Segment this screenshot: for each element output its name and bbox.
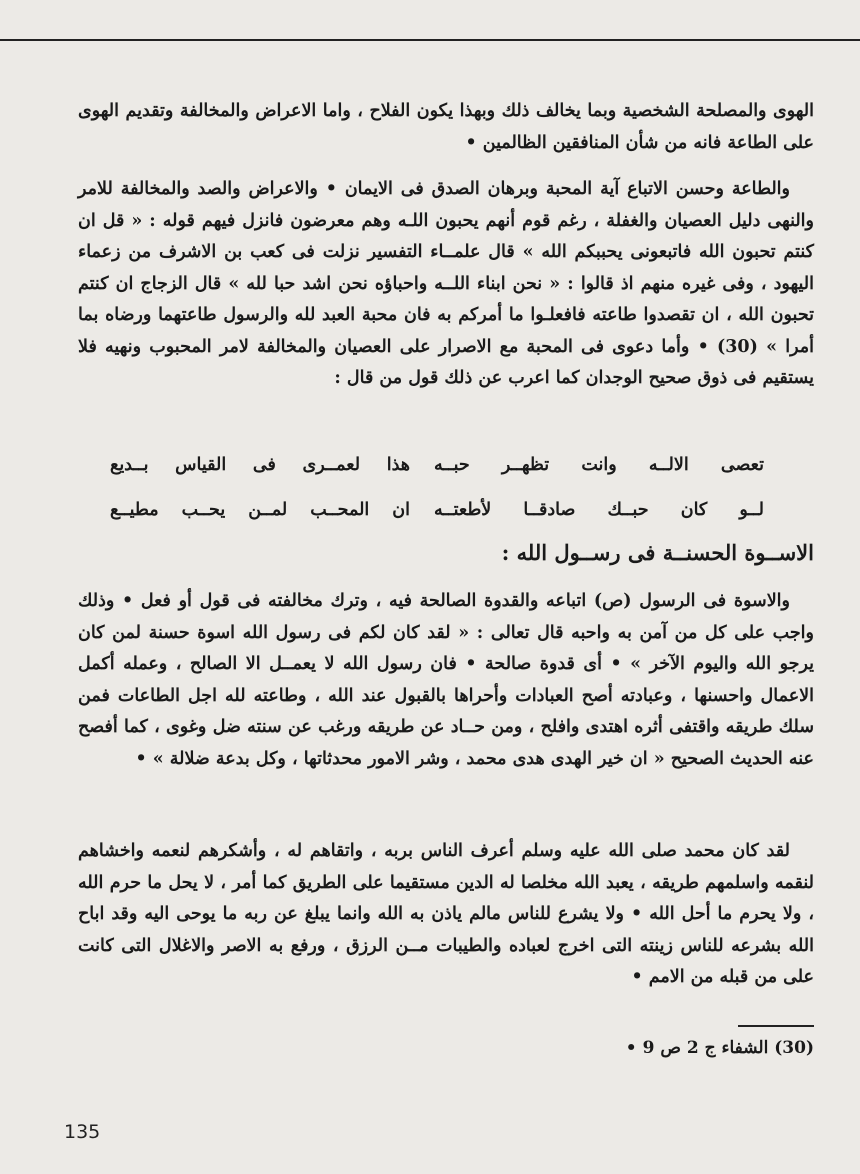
paragraph-1-text: الهوى والمصلحة الشخصية وبما يخالف ذلك وبهذا يكون الفلاح ، واما الاعراض والمخالفة وتقديم الهوى على الطاعة فانه من شأن المنافقين الظالمين •	[78, 101, 814, 153]
verse-line-1	[110, 455, 764, 489]
footnote-rule	[738, 1025, 814, 1027]
paragraph-4	[78, 836, 814, 994]
paragraph-2	[78, 174, 814, 395]
footnote: (30) الشفاء ج 2 ص 9 •	[625, 1038, 814, 1058]
paragraph-3	[78, 586, 814, 775]
verse-line-2	[110, 500, 764, 534]
verse-2-first-hemistich: لــو كان حبــك صادقــا لأطعتــه	[434, 500, 764, 520]
top-rule	[0, 39, 860, 41]
paragraph-2-text: والطاعة وحسن الاتباع آية المحبة وبرهان الصدق فى الايمان • والاعراض والصد والمخالفة للامر والنهى دليل العصيان والغفلة ، رغم قوم أنهم يحبون اللـه وهم معرضون فانزل فيهم قوله : « قل ان كنتم تحبون الله فاتبعونى يحببكم الله » قال علمــاء التفسير نزلت فى كعب بن الاشرف من زعماء اليهود ، وفى غيره منهم اذ قالوا : « نحن ابناء اللــه واحباؤه نحن اشد حبا لله » قال الزجاج ان كنتم تحبون الله ، ان تقصدوا طاعته فافعلـوا ما أمركم به فان محبة العبد لله والرسول طاعتهما ورضاه بما أمرا » (30) • وأما دعوى فى المحبة مع الاصرار على العصيان والمخالفة لامر المحبوب ونهيه فلا يستقيم فى ذوق صحيح الوجدان كما اعرب عن ذلك قول من قال :	[78, 179, 814, 388]
page-number: 135	[64, 1121, 101, 1143]
verse-1-second-hemistich: هذا لعمــرى فى القياس بــديع	[110, 455, 410, 475]
verse-1-first-hemistich: تعصى الالــه وانت تظهــر حبــه	[434, 455, 764, 475]
paragraph-3-text: والاسوة فى الرسول (ص) اتباعه والقدوة الصالحة فيه ، وترك مخالفته فى قول أو فعل • وذلك واجب على كل من آمن به واحبه قال تعالى : « لقد كان لكم فى رسول الله اسوة حسنة لمن كان يرجو الله واليوم الآخر » • أى قدوة صالحة • فان رسول الله لا يعمــل الا الصالح ، وعمله أكمل الاعمال واحسنها ، وعبادته أصح العبادات وأحراها بالقبول عند الله ، وطاعته لله اجل الطاعات فمن سلك طريقه واقتفى أثره اهتدى وافلح ، ومن حــاد عن طريقه ورغب عن سنته ضل وغوى ، كما أفصح عنه الحديث الصحيح « ان خير الهدى هدى محمد ، وشر الامور محدثاتها ، وكل بدعة ضلالة » •	[78, 591, 814, 769]
section-heading: الاســوة الحسنــة فى رســول الله :	[501, 540, 814, 565]
paragraph-4-text: لقد كان محمد صلى الله عليه وسلم أعرف الناس بربه ، واتقاهم له ، وأشكرهم لنعمه واخشاهم لنقمه واسلمهم طريقه ، يعبد الله مخلصا له الدين مستقيما على الطريق كما أمر ، لا يحل ما حرم الله ، ولا يحرم ما أحل الله • ولا يشرع للناس مالم ياذن به الله وانما يبلغ عن ربه ما يوحى اليه وقد اباح الله بشرعه للناس زينته التى اخرج لعباده والطيبات مــن الرزق ، ورفع به الاصر والاغلال التى كانت على من قبله من الامم •	[78, 841, 814, 987]
verse-2-second-hemistich: ان المحــب لمــن يحــب مطيــع	[110, 500, 410, 520]
paragraph-1	[78, 96, 814, 159]
